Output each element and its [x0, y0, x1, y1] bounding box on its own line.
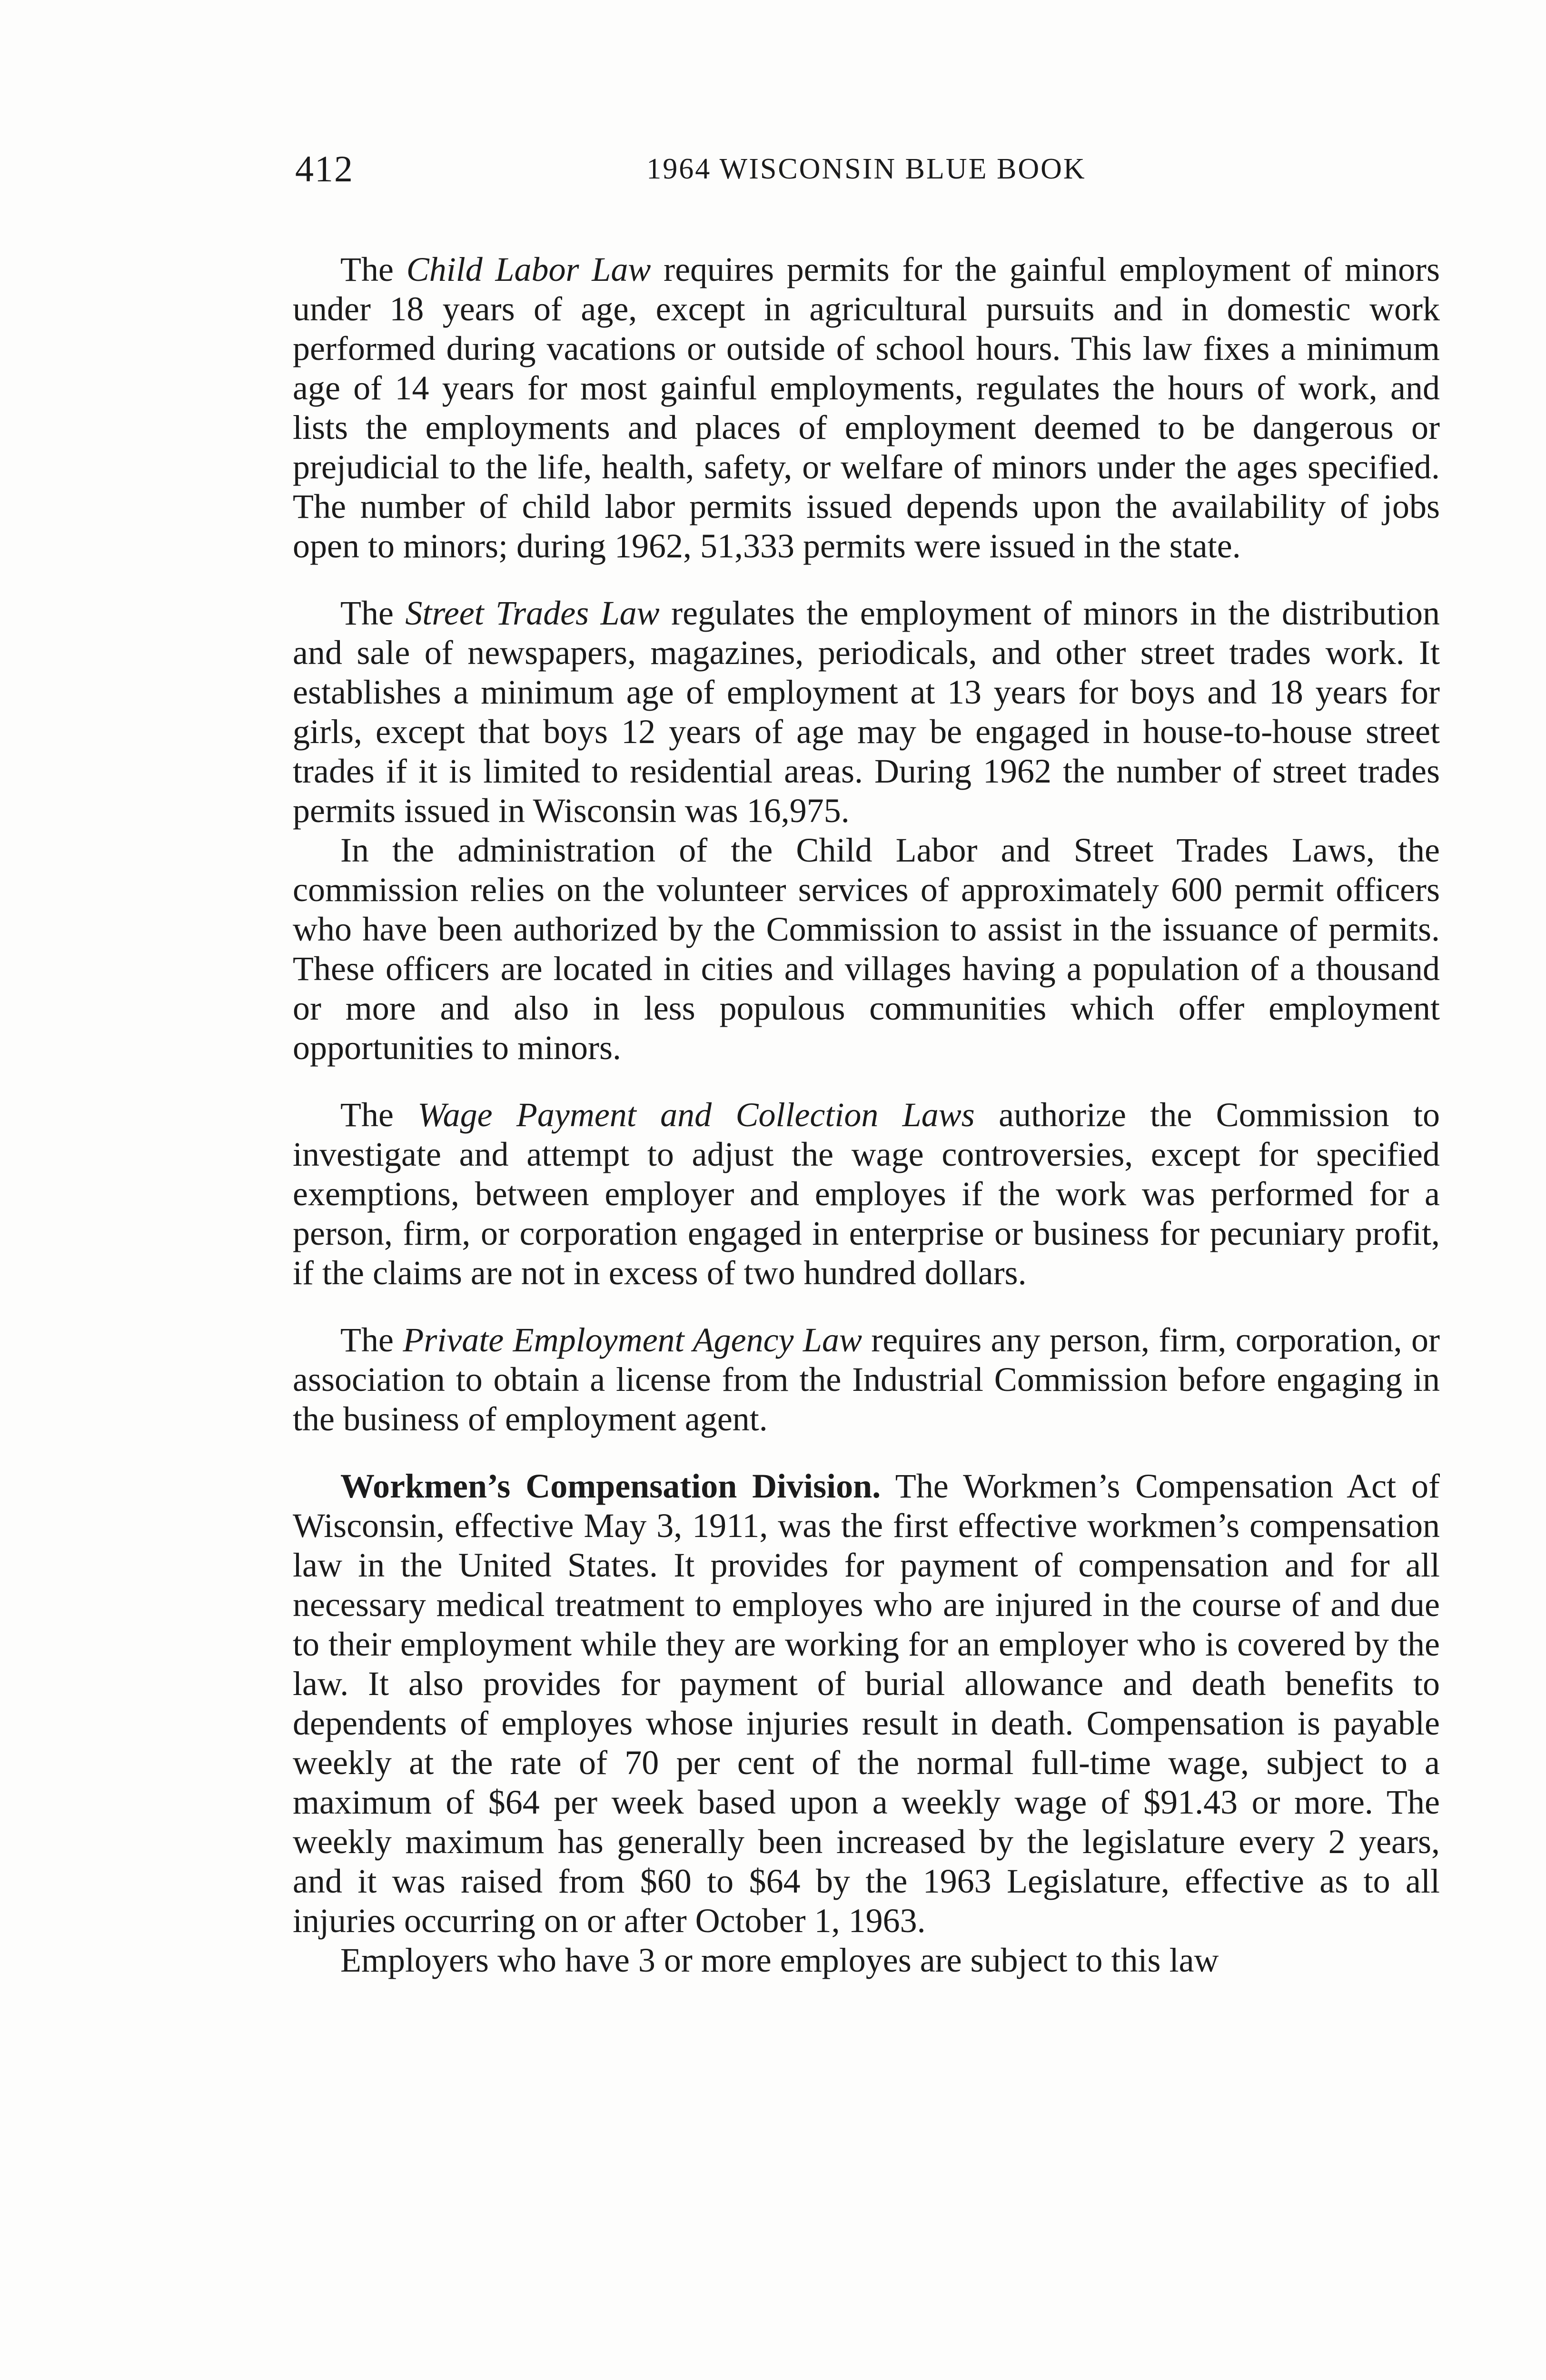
law-name-private-employment-agency: Private Employment Agency Law — [403, 1321, 862, 1359]
paragraph-employers-subject — [293, 1941, 1440, 1980]
law-name-wage-payment: Wage Payment and Collection Laws — [417, 1096, 975, 1134]
paragraph-body: requires permits for the gainful employment of minors under 18 years of age, except in agricultural pursuits and in domestic work performed during vacations or outside of school hours. This law fixes a minimum age of 14 years for most gainful employments, regulates the hours of work, and lists the employments and places of employment deemed to be dangerous or prejudicial to the life, health, safety, or welfare of minors under the ages specified. The number of child labor permits issued depends upon the availability of jobs open to minors; during 1962, 51,333 permits were issued in the state. — [293, 250, 1440, 565]
paragraph-body: requires any person, firm, corporation, or association to obtain a license from the Industrial Commission before engaging in the business of employment agent. — [293, 1321, 1440, 1438]
paragraph-private-employment-agency-law — [293, 1320, 1440, 1439]
body-text — [293, 250, 1440, 1980]
page-number: 412 — [295, 148, 354, 189]
paragraph-body: regulates the employment of minors in the distribution and sale of newspapers, magazines, periodicals, and other street trades work. It establishes a minimum age of employment at 13 years for boys and 18 years for girls, except that boys 12 years of age may be engaged in house-to-house street trades if it is limited to residential areas. During 1962 the number of street trades permits issued in Wisconsin was 16,975. — [293, 594, 1440, 830]
paragraph-lead: The — [340, 594, 406, 632]
paragraph-workmens-compensation — [293, 1467, 1440, 1941]
paragraph-lead: The — [340, 1321, 403, 1359]
paragraph-body: Employers who have 3 or more employes are subject to this law — [340, 1941, 1219, 1979]
paragraph-lead: The — [340, 250, 406, 288]
book-title: 1964 WISCONSIN BLUE BOOK — [646, 153, 1086, 185]
paragraph-body: The Workmen’s Compensation Act of Wisconsin, effective May 3, 1911, was the first effective workmen’s compensation law in the United States. It provides for payment of compensation and for all necessary medical treatment to employes who are injured in the course of and due to their employment while they are working for an employer who is covered by the law. It also provides for payment of burial allowance and death benefits to dependents of employes whose injuries result in death. Compensation is payable weekly at the rate of 70 per cent of the normal full-time wage, subject to a maximum of $64 per week based upon a weekly wage of $91.43 or more. The weekly maximum has generally been increased by the legislature every 2 years, and it was raised from $60 to $64 by the 1963 Legislature, effective as to all injuries occurring on or after October 1, 1963. — [293, 1467, 1440, 1940]
paragraph-permit-administration — [293, 831, 1440, 1068]
law-name-street-trades: Street Trades Law — [405, 594, 660, 632]
section-heading-workmens-compensation: Workmen’s Compensation Division. — [340, 1467, 881, 1505]
running-head — [295, 143, 1437, 195]
paragraph-body: authorize the Commission to investigate and attempt to adjust the wage controversies, except for specified exemptions, between employer and employes if the work was performed for a person, firm, or corporation engaged in enterprise or business for pecuniary profit, if the claims are not in excess of two hundred dollars. — [293, 1096, 1440, 1292]
paragraph-lead: The — [340, 1096, 418, 1134]
law-name-child-labor: Child Labor Law — [406, 250, 651, 288]
paragraph-wage-payment-laws — [293, 1095, 1440, 1293]
paragraph-body: In the administration of the Child Labor and Street Trades Laws, the commission relies on the volunteer services of approximately 600 permit officers who have been authorized by the Commission to assist in the issuance of permits. These officers are located in cities and villages having a population of a thousand or more and also in less populous communities which offer employment opportunities to minors. — [293, 831, 1440, 1067]
paragraph-child-labor-law — [293, 250, 1440, 566]
paragraph-street-trades-law — [293, 594, 1440, 831]
